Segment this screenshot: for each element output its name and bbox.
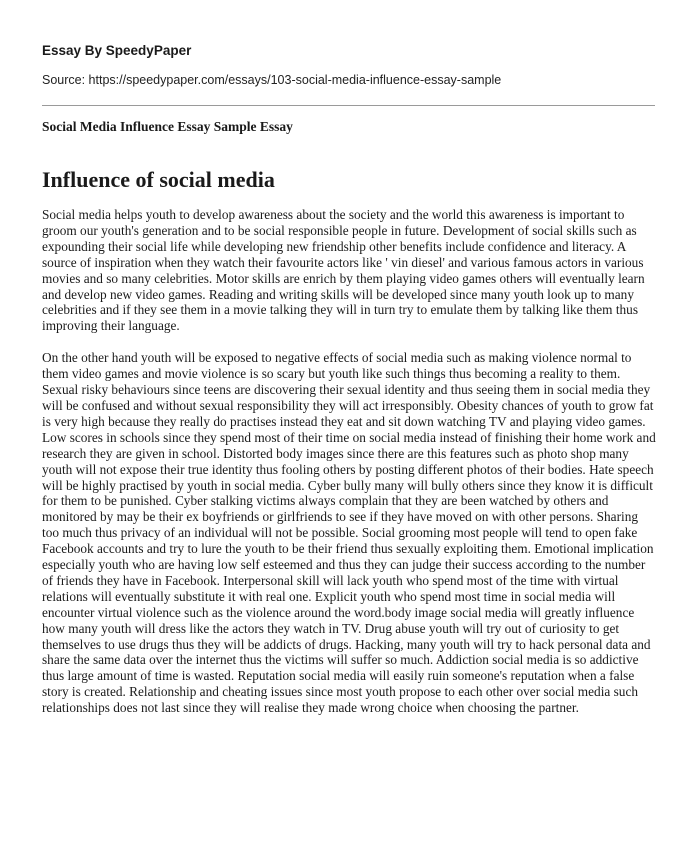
essay-heading: Influence of social media: [42, 167, 275, 192]
essay-paragraph-2: On the other hand youth will be exposed to negative effects of social media such as making violence normal to them video games and movie violence is so scary but youth like such things thus becoming a reality to them. Sexual risky behaviours since teens are discovering their sexual identity and thus seeing them in social media they will be confused and without sexual responsibility they will act irresponsibly. Obesity chances of youth to grow fat is very high because they really do practises instead they eat and sit down watching TV and playing video games. Low scores in schools since they spend most of their time on social media instead of finishing their home work and research they are given in school. Distorted body images since there are this features such as photo shop many youth will not expose their true identity thus fooling others by posting different photos of their bodies. Hate speech will be highly practised by youth in social media. Cyber bully many will bully others since they know it is difficult for them to be punished. Cyber stalking victims always complain that they are been watched by others and monitored by may be their ex boyfriends or girlfriends to see if they have moved on with other persons. Sharing too much thus privacy of an individual will not be possible. Social grooming most people will tend to open fake Facebook accounts and try to lure the youth to be their friend thus sexually exploiting them. Emotional implication especially youth who are having low self esteemed and thus they can judge their success according to the number of friends they have in Facebook. Interpersonal skill will lack youth who spend most of the time with virtual relations will eventually substitute it with real one. Explicit youth who spend most time in social media will encounter virtual violence such as the violence around the word.body image social media will greatly influence how many youth will dress like the actors they watch in TV. Drug abuse youth will try out of curiosity to get themselves to use drugs thus they will be addicts of drugs. Hacking, many youth will try to hack personal data and share the same data over the internet thus the victims will suffer so much. Addiction social media is so addictive thus large amount of time is wasted. Reputation social media will easily ruin someone's reputation when a false story is created. Relationship and cheating issues since most youth propose to each other over social media such relationships does not last since they will realise they made wrong choice when choosing the partner.: [42, 350, 656, 716]
brand-title: Essay By SpeedyPaper: [42, 43, 192, 58]
essay-paragraph-1: Social media helps youth to develop awareness about the society and the world this awareness is important to groom our youth's generation and to be social responsible people in future. Development of social skills such as expounding their social life while developing new friendship other benefits include confidence and literacy. A source of inspiration when they watch their favourite actors like ' vin diesel' and various famous actors in various movies and so many celebrities. Motor skills are enrich by them playing video games others will eventually learn and develop new video games. Reading and writing skills will be developed since many youth look up to many celebrities and if they see them in a movie talking they will in turn try to emulate them by talking like them thus improving their language.: [42, 207, 645, 334]
source-line: Source: https://speedypaper.com/essays/103-social-media-influence-essay-sample: [42, 73, 502, 87]
header-divider: [42, 105, 655, 106]
document-title: Social Media Influence Essay Sample Essay: [42, 119, 293, 134]
